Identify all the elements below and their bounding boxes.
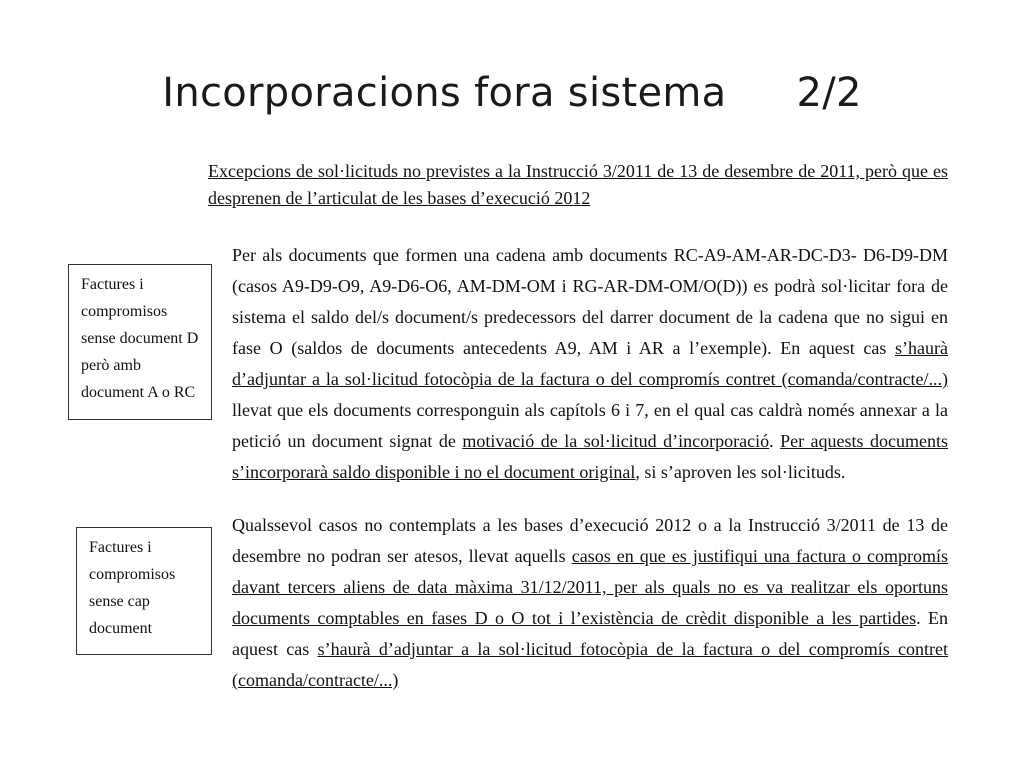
category-box-factures-sense-d	[68, 264, 212, 420]
underlined-text: casos en que es justifiqui una factura o compromís davant tercers aliens de data màxima 31/12/2011, per als quals no es va realitzar els oportuns documents comptables en fases D o O tot i l’existència de crèdit disponible a les partides	[232, 546, 948, 628]
box-line: però amb	[81, 357, 141, 374]
box-line: compromisos	[89, 566, 176, 583]
category-box-factures-sense-document	[76, 527, 212, 655]
intro-heading: Excepcions de sol·licituds no previstes a la Instrucció 3/2011 de 13 de desembre de 2011, però que es desprenen de l’articulat de les bases d’execució 2012	[208, 161, 948, 208]
box-line: Factures i	[89, 539, 152, 556]
underlined-text: s’haurà d’adjuntar a la sol·licitud fotocòpia de la factura o del compromís contret (comanda/contracte/...)	[232, 639, 949, 690]
box-line: Factures i	[81, 276, 144, 293]
underlined-text: motivació de la sol·licitud d’incorporació	[462, 431, 770, 451]
box-line: document A o RC	[81, 384, 196, 401]
underlined-text: s’haurà d’adjuntar a la sol·licitud fotocòpia de la factura o del compromís contret (comanda/contracte/...)	[232, 338, 948, 389]
box-line: sense document D	[81, 330, 199, 347]
paragraph-casos-no-contemplats	[232, 510, 948, 696]
text-run: llevat que els documents corresponguin als capítols 6 i 7, en el qual cas caldrà només annexar a la petició un document signat de	[232, 400, 948, 451]
text-run: Per als documents que formen una cadena amb documents RC-A9-AM-AR-DC-D3- D6-D9-DM (casos A9-D9-O9, A9-D6-O6, AM-DM-OM i RG-AR-DM-OM/O(D)) es podrà sol·licitar fora de sistema el saldo del/s document/s predecessors del darrer document de la cadena que no sigui en fase O (saldos de documents antecedents A9, AM i AR a l’exemple). En aquest cas	[232, 245, 948, 358]
paragraph-cadena-documents	[232, 240, 948, 488]
box-line: compromisos	[81, 303, 168, 320]
box-line: sense cap	[89, 593, 150, 610]
text-run: . En aquest cas	[232, 608, 948, 659]
slide-page-number: 2/2	[796, 70, 862, 116]
underlined-text: Per aquests documents s’incorporarà saldo disponible i no el document original	[232, 431, 949, 482]
text-run: .	[769, 431, 781, 451]
slide-title-text: Incorporacions fora sistema	[162, 70, 727, 116]
text-run: Qualssevol casos no contemplats a les bases d’execució 2012 o a la Instrucció 3/2011 de 13 de desembre no podran ser atesos, llevat aquells	[232, 515, 948, 566]
slide-title	[0, 70, 1024, 116]
text-run: , si s’aproven les sol·licituds.	[635, 462, 846, 482]
box-line: document	[89, 620, 153, 637]
